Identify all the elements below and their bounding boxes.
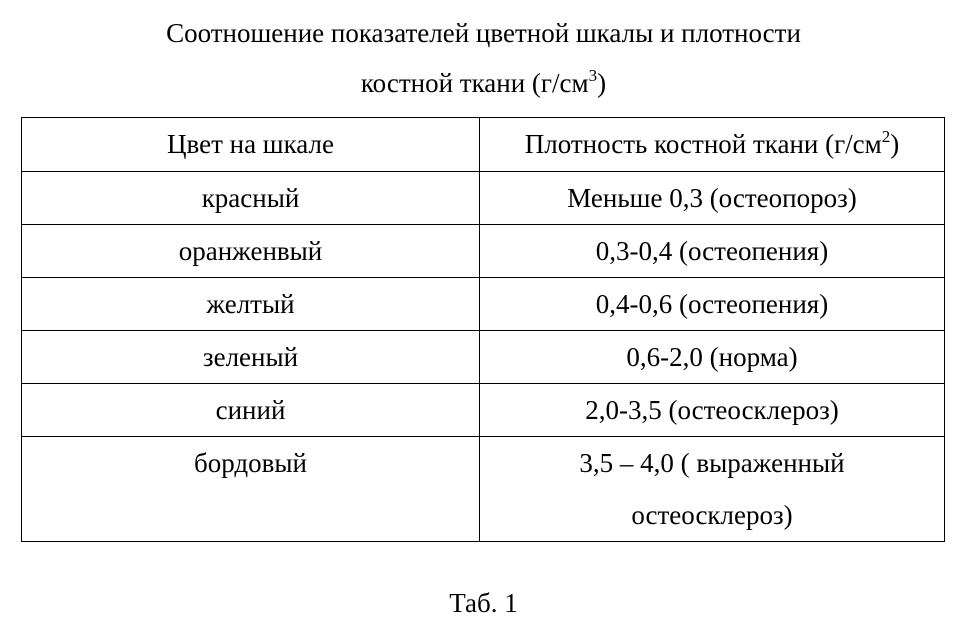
table-header-row (22, 118, 945, 172)
table-row (22, 437, 945, 542)
header-color (22, 118, 480, 172)
title-superscript: 3 (588, 66, 598, 85)
title-text-1: Соотношение показателей цветной шкалы и плотности (166, 18, 801, 48)
cell-density-line-2: остеосклероз) (631, 500, 793, 530)
table-title-line-2 (0, 66, 967, 98)
cell-density (480, 437, 945, 542)
header-density-end: ) (890, 129, 900, 159)
density-table (21, 117, 945, 542)
header-density-superscript: 2 (881, 127, 891, 146)
table-row (22, 384, 945, 437)
cell-density: 0,6-2,0 (норма) (480, 331, 945, 384)
table-row (22, 172, 945, 225)
cell-color: красный (22, 172, 480, 225)
cell-density-line-1: 3,5 – 4,0 ( выраженный (579, 448, 845, 478)
title-text-2: костной ткани (г/см (360, 68, 589, 98)
table-row (22, 278, 945, 331)
table-row (22, 331, 945, 384)
cell-color: синий (22, 384, 480, 437)
title-text-2-end: ) (597, 68, 607, 98)
cell-density: 0,3-0,4 (остеопения) (480, 225, 945, 278)
cell-density: 0,4-0,6 (остеопения) (480, 278, 945, 331)
cell-density: Меньше 0,3 (остеопороз) (480, 172, 945, 225)
cell-color: зеленый (22, 331, 480, 384)
cell-color: бордовый (22, 437, 480, 542)
cell-density: 2,0-3,5 (остеосклероз) (480, 384, 945, 437)
header-color-text: Цвет на шкале (167, 129, 334, 159)
cell-color: желтый (22, 278, 480, 331)
table-caption: Таб. 1 (449, 588, 518, 618)
table-title-line-1 (0, 20, 967, 47)
cell-color: оранженвый (22, 225, 480, 278)
header-density-text: Плотность костной ткани (г/см (524, 129, 882, 159)
table-row (22, 225, 945, 278)
header-density (480, 118, 945, 172)
